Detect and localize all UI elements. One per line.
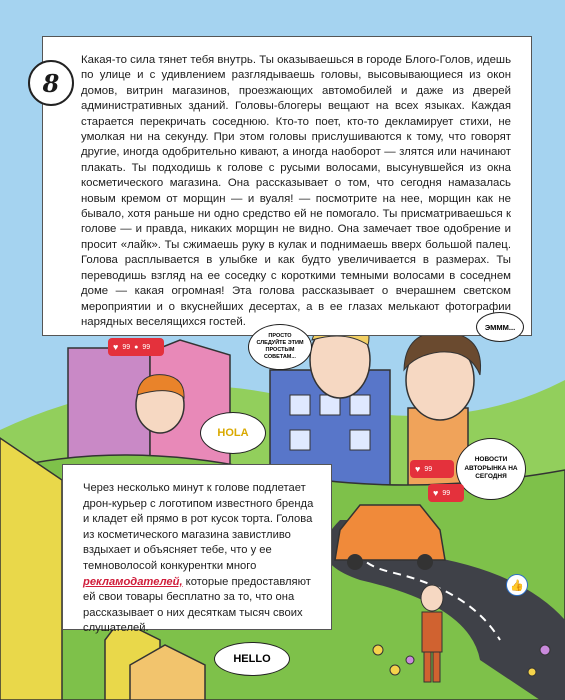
yellow-house xyxy=(0,438,62,700)
speech-bubble-tips: ПРОСТО СЛЕДУЙТЕ ЭТИМ ПРОСТЫМ СОВЕТАМ... xyxy=(248,324,312,370)
secondary-text-end: которые предоставляют ей свои товары бесплатно за то, что она рассказывает о них десяткам тысяч своих слушателей. xyxy=(83,575,311,635)
heart-icon: ♥ xyxy=(415,464,421,474)
comment-count: 99 xyxy=(142,343,151,351)
speech-bubble-hola: HOLA xyxy=(200,412,266,454)
secondary-text-start: Через несколько минут к голове подлетает дрон-курьер с логотипом известного бренда и кладет ей прямо в рот кусок торта. Голова из косметического магазина завистливо вздыхает и объясняет тебе, что у ее темноволосой конкурентки много xyxy=(83,482,314,572)
page-number: 8 xyxy=(28,60,74,106)
notification-badge xyxy=(428,484,464,502)
comment-icon: ● xyxy=(134,343,139,351)
secondary-text-panel xyxy=(62,464,332,635)
heart-icon: ♥ xyxy=(433,488,439,498)
notification-badge xyxy=(108,338,164,356)
advertisers-highlight: рекламодателей, xyxy=(83,575,183,588)
heart-icon: ♥ xyxy=(113,342,119,352)
thumbs-up-icon: 👍 xyxy=(506,574,528,596)
speech-bubble-hello: HELLO xyxy=(214,642,290,676)
secondary-paragraph xyxy=(83,481,317,637)
like-count: 99 xyxy=(424,465,433,473)
notification-badge xyxy=(410,460,454,478)
like-count: 99 xyxy=(442,489,451,497)
speech-bubble-emmm: ЭММM... xyxy=(476,312,524,342)
main-paragraph: Какая-то сила тянет тебя внутрь. Ты оказываешься в городе Блого-Голов, идешь по улице и с удивлением разглядываешь головы, высовывающиеся из окон домов, витрин магазинов, проезжающих автомобилей и даже из дверей административных зданий. Головы-блогеры вещают на всех языках. Каждая старается перекричать соседнюю. Кто-то поет, кто-то декламирует стихи, не умолкая ни на секунду. При этом головы прислушиваются к тому, что говорят другие, иногда одобрительно кивают, а иногда наоборот — злятся или начинают плакать. Ты подходишь к голове с русыми волосами, высунувшейся из окна косметического магазина. Она рассказывает о том, что сегодня намазалась новым кремом от морщин — и вуаля! — посмотрите на нее, морщин как не бывало, хотя раньше ни одно средство ей не помогало. Ты присматриваешься к голове — и правда, никаких морщин не видно. Она замечает твое одобрение и просит «лайк». Ты сжимаешь руку в кулак и поднимаешь вверх большой палец. Голова расплывается в улыбке и как будто увеличивается в размерах. Ты переводишь взгляд на ее соседку с короткими темными волосами в соседнем доме — какая огромная! Эта голова рассказывает о вчерашнем светском мероприятии и о вкуснейших десертах, а в ее глазах мелькают фотографии нарядных веселящихся гостей. xyxy=(81,54,511,328)
walking-person xyxy=(421,585,443,611)
main-text-panel xyxy=(42,36,532,336)
like-count: 99 xyxy=(122,343,131,351)
speech-bubble-news: НОВОСТИ АВТОРЫНКА НА СЕГОДНЯ xyxy=(456,438,526,500)
